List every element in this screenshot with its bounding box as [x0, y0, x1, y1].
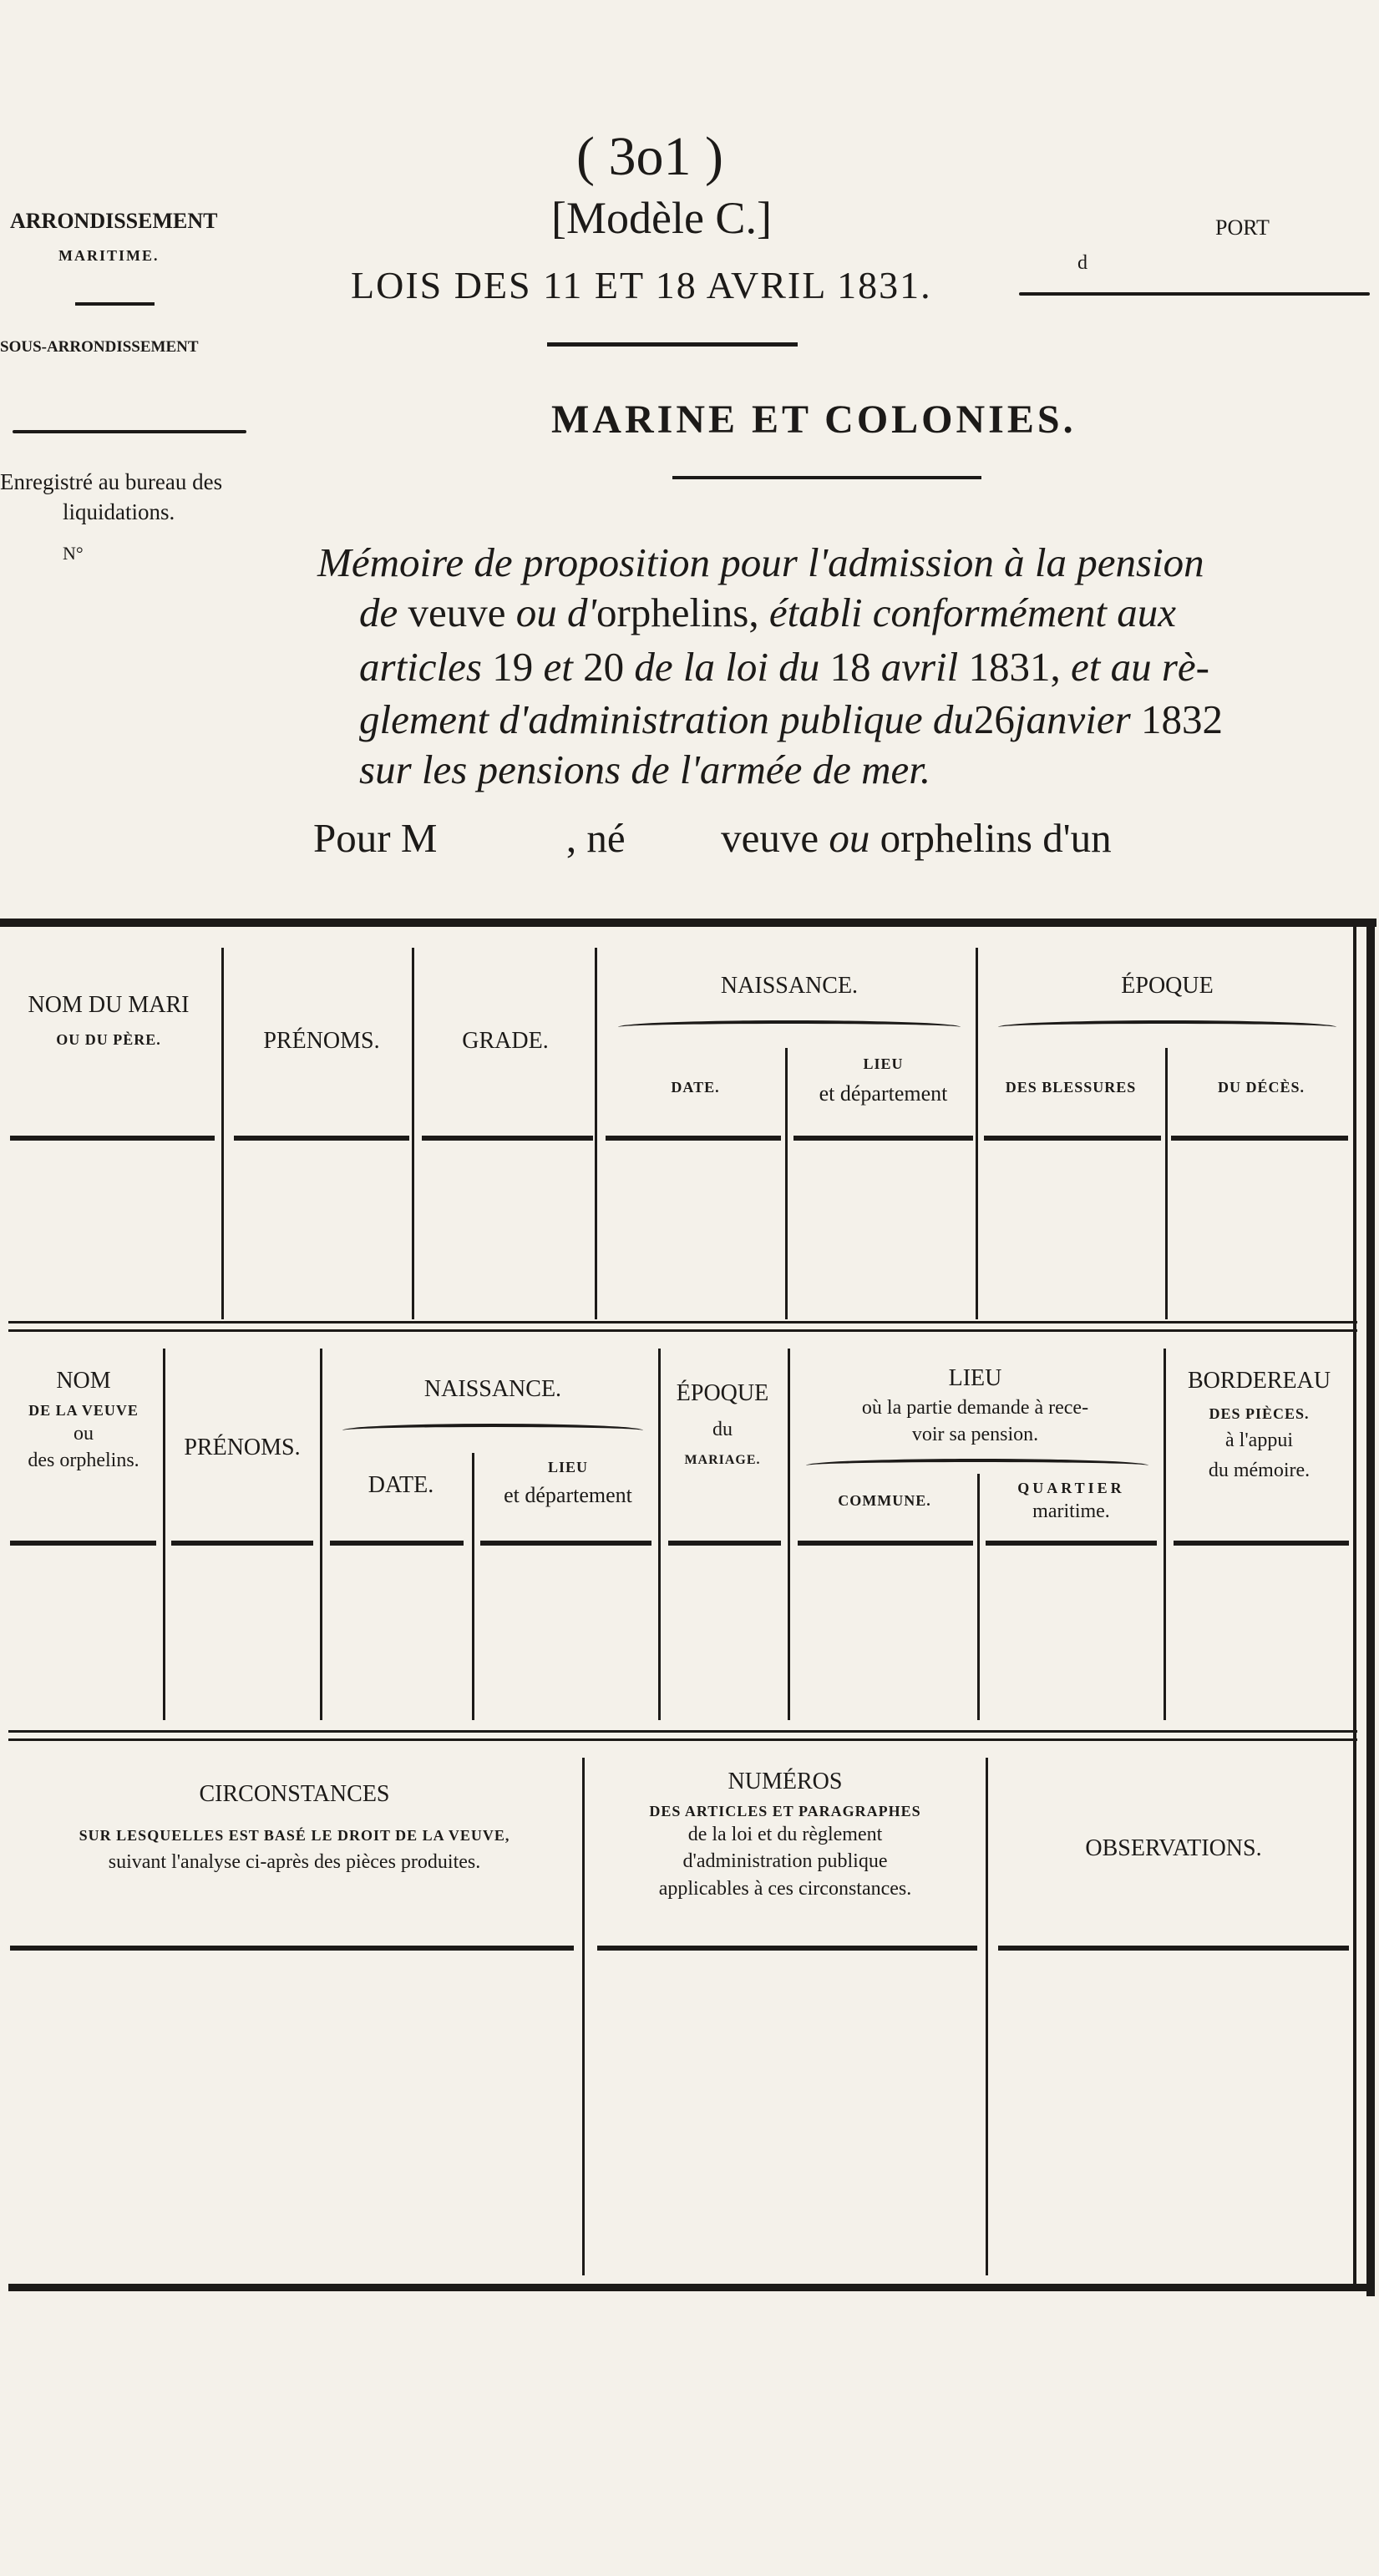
column-rule	[986, 1541, 1157, 1546]
col-naissance: NAISSANCE.	[423, 1376, 562, 1402]
arrondissement-label: ARRONDISSEMENT	[10, 209, 218, 233]
page-number: ( 3o1 )	[576, 126, 723, 187]
title-divider	[672, 476, 981, 479]
memo-text: et au rè-	[1071, 644, 1209, 690]
naissance-brace	[618, 1020, 961, 1034]
memo-line-5: sur les pensions de l'armée de mer.	[359, 746, 931, 792]
col-epoque-mariage	[660, 1378, 785, 1470]
memo-text: janvier	[1014, 696, 1131, 742]
header-subtext: DES PIÈCES.	[1209, 1404, 1310, 1422]
column-divider	[976, 948, 978, 1319]
header-text: CIRCONSTANCES	[199, 1781, 390, 1807]
col-date: DATE.	[368, 1472, 434, 1498]
header-subtext: DE LA VEUVE	[28, 1401, 139, 1419]
pour-text: ou	[829, 815, 870, 861]
col-lieu	[476, 1457, 660, 1510]
memo-text: glement d'administration publique du	[359, 696, 974, 742]
header-text: d'administration publique	[682, 1850, 888, 1873]
pour-text: Pour M	[313, 815, 438, 861]
registered-label: Enregistré au bureau des	[0, 469, 223, 494]
form-right-inner-border	[1353, 927, 1356, 2288]
memo-line-2	[359, 589, 1176, 636]
column-divider	[412, 948, 414, 1319]
column-rule	[10, 1541, 156, 1546]
column-divider	[1164, 1349, 1166, 1720]
memo-text: 20	[583, 644, 625, 690]
header-subtext: QUARTIER	[1017, 1480, 1125, 1496]
memo-text: ou d'	[515, 590, 596, 635]
maritime-label: MARITIME.	[58, 247, 160, 264]
header-text: du mémoire.	[1208, 1460, 1311, 1482]
memo-text: 26	[973, 696, 1015, 742]
header-text: ÉPOQUE	[676, 1380, 769, 1406]
pour-line	[313, 814, 1112, 862]
header-text: et département	[504, 1483, 632, 1508]
column-rule	[1174, 1541, 1349, 1546]
number-label: N°	[63, 543, 84, 564]
memo-text: 1832	[1140, 696, 1223, 742]
model-label: [Modèle C.]	[551, 193, 772, 243]
header-subtext: SUR LESQUELLES EST BASÉ LE DROIT DE LA VEUVE,	[79, 1826, 510, 1844]
col-grade: GRADE.	[462, 1028, 549, 1054]
col-lieu-pension	[789, 1363, 1161, 1449]
header-subtext: MARIAGE.	[684, 1453, 761, 1468]
section-divider	[8, 1321, 1357, 1323]
memo-text: 19	[492, 644, 534, 690]
memo-line-3	[359, 643, 1209, 691]
lieu-brace	[806, 1459, 1148, 1472]
col-quartier	[981, 1478, 1161, 1526]
document-title: MARINE ET COLONIES.	[551, 397, 1077, 442]
header-text: et département	[819, 1081, 948, 1106]
port-of-label: d	[1077, 252, 1087, 274]
header-text: LIEU	[948, 1365, 1002, 1391]
port-fill-line	[1019, 292, 1370, 296]
pour-text: orphelins d'un	[880, 815, 1112, 861]
col-date: DATE.	[671, 1079, 720, 1096]
column-divider	[658, 1349, 661, 1720]
epoque-brace	[998, 1020, 1336, 1034]
memo-text: établi conformément aux	[768, 590, 1177, 635]
col-epoque: ÉPOQUE	[1121, 973, 1214, 999]
margin-fill-line	[13, 430, 246, 433]
section-divider	[8, 1329, 1357, 1332]
memo-text: 1831,	[968, 644, 1061, 690]
column-divider	[472, 1453, 474, 1720]
header-subtext: OU DU PÈRE.	[56, 1030, 161, 1048]
memo-text: de	[359, 590, 398, 635]
column-rule	[1171, 1136, 1348, 1141]
form-bottom-border	[8, 2284, 1375, 2291]
column-rule	[10, 1136, 215, 1141]
header-text: voir sa pension.	[911, 1424, 1039, 1446]
header-text: NOM	[56, 1368, 111, 1394]
form-top-border	[0, 919, 1376, 927]
col-lieu	[789, 1054, 977, 1108]
header-text: NOM DU MARI	[28, 992, 190, 1018]
pour-text: , né	[565, 815, 626, 861]
header-text: applicables à ces circonstances.	[658, 1877, 912, 1900]
column-rule	[984, 1136, 1161, 1141]
memo-text: articles	[359, 644, 482, 690]
column-rule	[597, 1946, 977, 1951]
column-rule	[998, 1946, 1349, 1951]
header-text: de la loi et du règlement	[687, 1824, 883, 1846]
column-divider	[977, 1474, 980, 1720]
col-blessures: DES BLESSURES	[1005, 1079, 1137, 1096]
header-divider	[547, 342, 798, 347]
memo-text: orphelins,	[596, 590, 759, 635]
memo-line-1: Mémoire de proposition pour l'admission à la pension	[317, 539, 1204, 585]
header-text: où la partie demande à rece-	[861, 1396, 1089, 1419]
col-circonstances	[8, 1779, 580, 1875]
section-divider	[8, 1738, 1357, 1741]
margin-divider	[75, 302, 155, 306]
port-label: PORT	[1215, 215, 1270, 240]
header-text: ou	[74, 1423, 94, 1445]
header-text: suivant l'analyse ci-après des pièces produites.	[108, 1851, 481, 1874]
col-observations: OBSERVATIONS.	[1085, 1835, 1262, 1861]
memo-text: 18	[829, 644, 871, 690]
naissance-brace	[342, 1424, 643, 1437]
pour-text: veuve	[721, 815, 819, 861]
header-text: du	[712, 1418, 733, 1440]
column-divider	[1165, 1048, 1168, 1319]
column-divider	[582, 1758, 585, 2275]
column-divider	[595, 948, 597, 1319]
column-divider	[788, 1349, 790, 1720]
header-text: BORDEREAU	[1187, 1368, 1331, 1394]
header-text: maritime.	[1032, 1501, 1110, 1523]
col-prenoms: PRÉNOMS.	[263, 1028, 380, 1054]
memo-text: de la loi du	[634, 644, 820, 690]
laws-heading: LOIS DES 11 ET 18 AVRIL 1831.	[351, 264, 932, 306]
col-commune: COMMUNE.	[838, 1492, 931, 1509]
column-divider	[785, 1048, 788, 1319]
column-divider	[221, 948, 224, 1319]
col-nom-veuve	[8, 1365, 159, 1475]
sous-arrondissement-label: SOUS-ARRONDISSEMENT	[0, 338, 199, 356]
header-subtext: LIEU	[863, 1055, 904, 1072]
column-rule	[793, 1136, 973, 1141]
column-divider	[986, 1758, 988, 2275]
col-bordereau	[1165, 1365, 1353, 1485]
column-divider	[163, 1349, 165, 1720]
memo-text: veuve	[408, 590, 506, 635]
section-divider	[8, 1730, 1357, 1733]
column-rule	[606, 1136, 781, 1141]
column-rule	[422, 1136, 593, 1141]
column-rule	[10, 1946, 574, 1951]
column-rule	[171, 1541, 313, 1546]
header-subtext: LIEU	[547, 1459, 588, 1475]
memo-text: avril	[880, 644, 959, 690]
memo-line-4	[359, 696, 1223, 743]
header-text: des orphelins.	[28, 1450, 139, 1472]
header-text: à l'appui	[1225, 1430, 1293, 1452]
col-deces: DU DÉCÈS.	[1217, 1079, 1305, 1096]
col-naissance: NAISSANCE.	[720, 973, 859, 999]
header-subtext: DES ARTICLES ET PARAGRAPHES	[649, 1802, 921, 1819]
column-divider	[320, 1349, 322, 1720]
memo-text: et	[543, 644, 573, 690]
liquidations-label: liquidations.	[63, 499, 175, 524]
col-prenoms: PRÉNOMS.	[184, 1435, 301, 1460]
col-numeros	[585, 1766, 986, 1902]
column-rule	[668, 1541, 781, 1546]
column-rule	[234, 1136, 409, 1141]
column-rule	[330, 1541, 464, 1546]
header-text: NUMÉROS	[728, 1769, 843, 1794]
form-right-outer-border	[1366, 927, 1375, 2296]
column-rule	[480, 1541, 651, 1546]
col-nom-mari	[8, 989, 209, 1050]
column-rule	[798, 1541, 973, 1546]
